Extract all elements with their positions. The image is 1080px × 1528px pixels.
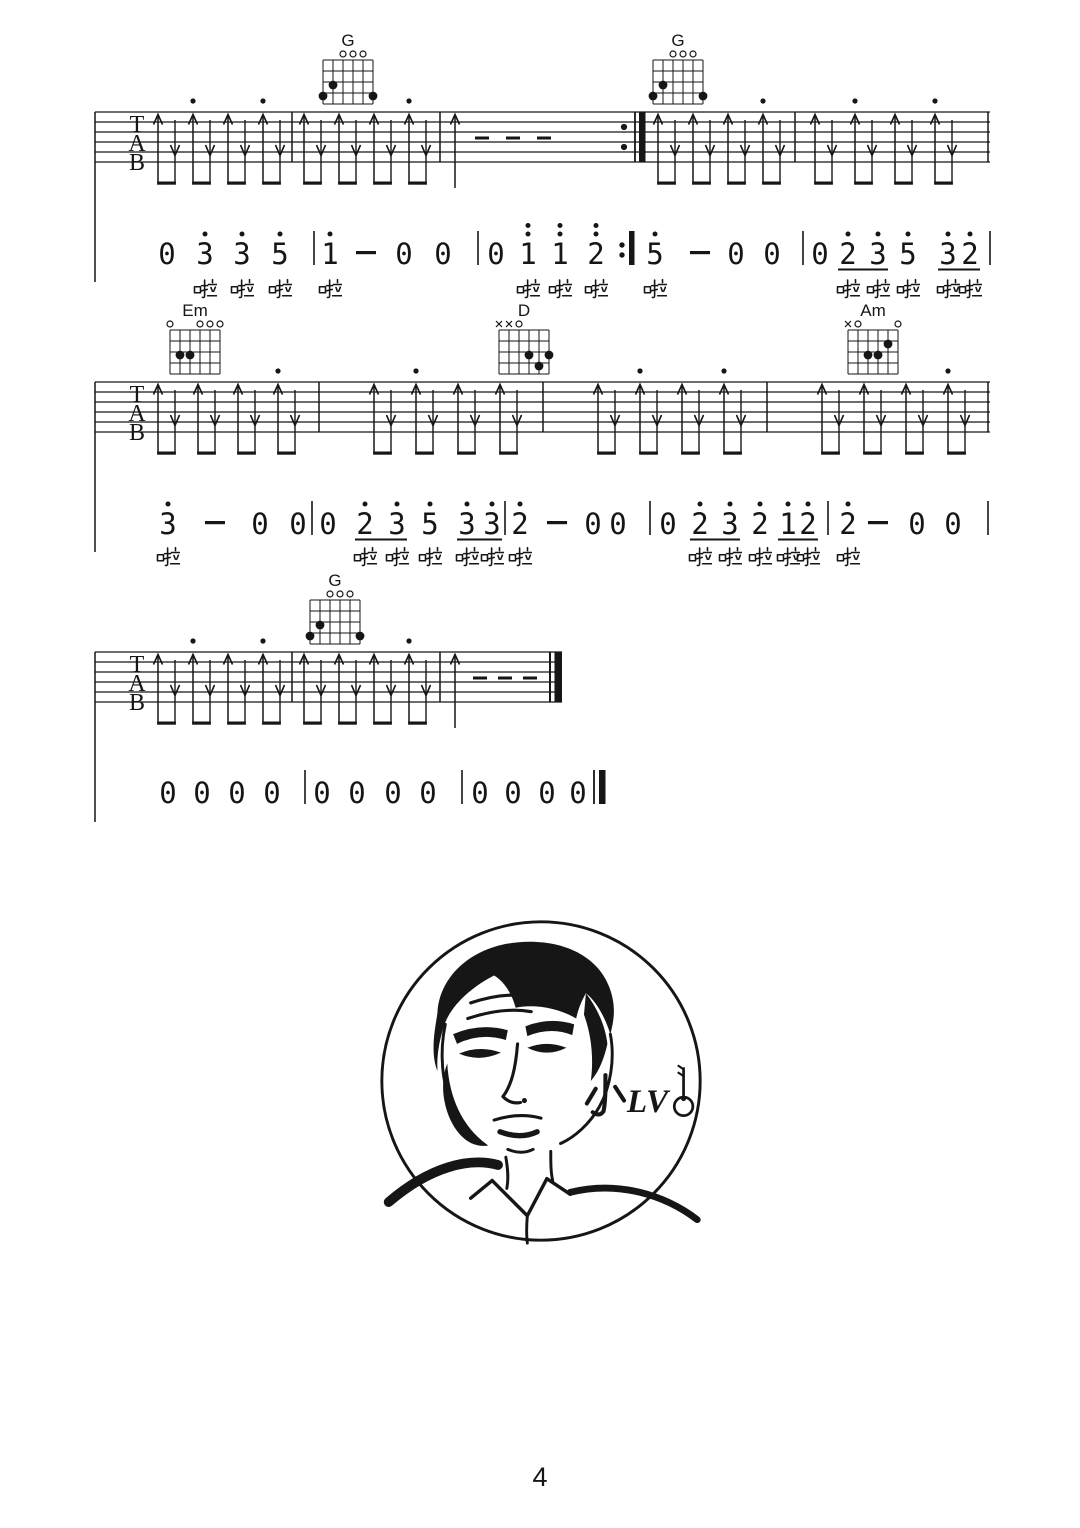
beat-dot — [190, 638, 195, 643]
lyric-la — [838, 548, 861, 566]
held-note-dash — [690, 251, 710, 254]
eighth-beam — [227, 722, 246, 725]
held-note-dash — [547, 521, 567, 524]
jianpu-note: 3 — [196, 237, 214, 271]
octave-dot — [395, 502, 400, 507]
octave-dot — [786, 502, 791, 507]
lyric-la — [898, 280, 921, 298]
octave-dot — [166, 502, 171, 507]
jianpu-note: 3 — [458, 507, 476, 541]
lyric-la — [457, 548, 480, 566]
jianpu-note: 1 — [519, 237, 537, 271]
chord-diagram-G — [319, 31, 378, 104]
beat-dot — [413, 368, 418, 373]
beat-dot — [945, 368, 950, 373]
fretted-dot — [649, 92, 658, 101]
beat-dot — [760, 98, 765, 103]
jianpu-note: 0 — [609, 507, 627, 541]
jianpu-note: 0 — [569, 776, 587, 810]
lyric-la — [550, 280, 573, 298]
jianpu-note: 0 — [471, 776, 489, 810]
fretted-dot — [545, 351, 554, 360]
octave-dot — [428, 502, 433, 507]
octave-dot — [328, 232, 333, 237]
octave-dot — [518, 502, 523, 507]
jianpu-note: 0 — [811, 237, 829, 271]
eighth-beam — [723, 452, 742, 455]
octave-dot — [558, 223, 563, 228]
beat-dot — [406, 638, 411, 643]
jianpu-line-1 — [158, 223, 990, 298]
fretted-dot — [699, 92, 708, 101]
fretted-dot — [316, 621, 325, 630]
octave-dot — [526, 223, 531, 228]
beat-dot — [406, 98, 411, 103]
eighth-beam — [338, 722, 357, 725]
jianpu-note: 2 — [839, 507, 857, 541]
eighth-beam — [814, 182, 833, 185]
open-string-marker — [340, 51, 346, 57]
fretted-dot — [659, 81, 668, 90]
octave-dot — [946, 232, 951, 237]
jianpu-note: 2 — [511, 507, 529, 541]
open-string-marker — [680, 51, 686, 57]
jianpu-note: 2 — [356, 507, 374, 541]
jianpu-note: 0 — [251, 507, 269, 541]
beat-dot — [721, 368, 726, 373]
jianpu-note: 3 — [233, 237, 251, 271]
jianpu-note: 5 — [646, 237, 664, 271]
jianpu-note: 0 — [727, 237, 745, 271]
open-string-marker — [347, 591, 353, 597]
chord-name: D — [517, 301, 531, 320]
rest-dash — [506, 137, 520, 140]
jianpu-note: 0 — [944, 507, 962, 541]
jianpu-note: 1 — [551, 237, 569, 271]
held-note-dash — [868, 521, 888, 524]
jianpu-note: 0 — [538, 776, 556, 810]
eighth-beam — [457, 452, 476, 455]
jianpu-note: 0 — [348, 776, 366, 810]
jianpu-note: 5 — [421, 507, 439, 541]
open-string-marker — [217, 321, 223, 327]
octave-dot — [363, 502, 368, 507]
octave-dot — [278, 232, 283, 237]
jianpu-note: 2 — [961, 237, 979, 271]
jianpu-note: 5 — [899, 237, 917, 271]
beat-dot — [190, 98, 195, 103]
lyric-la — [270, 280, 293, 298]
lyric-la — [798, 548, 821, 566]
chord-name: Em — [182, 301, 208, 320]
lyric-la — [195, 280, 218, 298]
jianpu-note: 0 — [419, 776, 437, 810]
lyric-la — [586, 280, 609, 298]
jianpu-note: 3 — [159, 507, 177, 541]
eighth-beam — [157, 182, 176, 185]
lyric-la — [838, 280, 861, 298]
fretted-dot — [369, 92, 378, 101]
eighth-beam — [373, 722, 392, 725]
open-string-marker — [360, 51, 366, 57]
octave-dot — [490, 502, 495, 507]
jianpu-note: 2 — [799, 507, 817, 541]
octave-dot — [806, 502, 811, 507]
fretted-dot — [306, 632, 315, 641]
logo-text-lv: LV — [626, 1083, 669, 1121]
rest-dash — [523, 677, 537, 680]
eighth-beam — [894, 182, 913, 185]
lyric-la — [750, 548, 773, 566]
eighth-beam — [947, 452, 966, 455]
lyric-la — [960, 280, 983, 298]
lyric-la — [387, 548, 410, 566]
jianpu-line-3 — [159, 770, 605, 810]
open-string-marker — [670, 51, 676, 57]
rest-dash — [475, 137, 489, 140]
lyric-la — [420, 548, 443, 566]
octave-dot — [728, 502, 733, 507]
lyric-la — [355, 548, 378, 566]
page-number: 4 — [532, 1462, 548, 1492]
chord-name: G — [328, 571, 342, 590]
open-string-marker — [207, 321, 213, 327]
eighth-beam — [934, 182, 953, 185]
fretted-dot — [329, 81, 338, 90]
jianpu-note: 0 — [504, 776, 522, 810]
eighth-beam — [415, 452, 434, 455]
open-string-marker — [337, 591, 343, 597]
final-barline — [555, 652, 563, 702]
jianpu-note: 2 — [751, 507, 769, 541]
octave-dot — [876, 232, 881, 237]
jianpu-note: 0 — [228, 776, 246, 810]
eighth-beam — [338, 182, 357, 185]
eighth-beam — [157, 452, 176, 455]
svg-text:A: A — [128, 401, 146, 427]
beat-dot — [260, 98, 265, 103]
lyric-la — [518, 280, 541, 298]
jianpu-note: 0 — [263, 776, 281, 810]
chord-diagram-D — [496, 301, 553, 374]
jianpu-note: 5 — [271, 237, 289, 271]
open-string-marker — [895, 321, 901, 327]
jianpu-note: 3 — [721, 507, 739, 541]
eighth-beam — [597, 452, 616, 455]
fretted-dot — [525, 351, 534, 360]
eighth-beam — [854, 182, 873, 185]
beat-dot — [275, 368, 280, 373]
fretted-dot — [186, 351, 195, 360]
svg-text:A: A — [128, 671, 146, 697]
eighth-beam — [373, 182, 392, 185]
eighth-beam — [192, 182, 211, 185]
jianpu-note: 3 — [869, 237, 887, 271]
octave-dot — [698, 502, 703, 507]
octave-dot — [968, 232, 973, 237]
octave-dot — [653, 232, 658, 237]
open-string-marker — [327, 591, 333, 597]
octave-dot — [758, 502, 763, 507]
lyric-la — [510, 548, 533, 566]
octave-dot — [594, 223, 599, 228]
eighth-beam — [262, 722, 281, 725]
eighth-beam — [499, 452, 518, 455]
open-string-marker — [167, 321, 173, 327]
tab-clef-letters — [128, 652, 146, 716]
open-string-marker — [690, 51, 696, 57]
eighth-beam — [408, 182, 427, 185]
lyric-la — [482, 548, 505, 566]
fretted-dot — [864, 351, 873, 360]
lyric-la — [232, 280, 255, 298]
tab-clef-letters — [128, 382, 146, 446]
octave-dot — [906, 232, 911, 237]
tab-clef-letters — [128, 112, 146, 176]
jianpu-note: 0 — [193, 776, 211, 810]
lyric-la — [320, 280, 343, 298]
jianpu-note: 0 — [319, 507, 337, 541]
octave-dot — [526, 232, 531, 237]
beat-dot — [637, 368, 642, 373]
eighth-beam — [863, 452, 882, 455]
octave-dot — [203, 232, 208, 237]
lyric-la — [868, 280, 891, 298]
eighth-beam — [303, 182, 322, 185]
lyric-la — [778, 548, 801, 566]
octave-dot — [594, 232, 599, 237]
eighth-beam — [692, 182, 711, 185]
eighth-beam — [905, 452, 924, 455]
lyric-la — [690, 548, 713, 566]
svg-text:T: T — [129, 382, 145, 408]
jianpu-note: 3 — [483, 507, 501, 541]
jianpu-note: 2 — [587, 237, 605, 271]
jianpu-note: 1 — [321, 237, 339, 271]
open-string-marker — [197, 321, 203, 327]
jianpu-note: 0 — [395, 237, 413, 271]
eighth-beam — [197, 452, 216, 455]
eighth-beam — [821, 452, 840, 455]
fretted-dot — [319, 92, 328, 101]
eighth-beam — [657, 182, 676, 185]
svg-text:T: T — [129, 112, 145, 138]
repeat-end-barline — [639, 112, 646, 162]
chord-name: G — [341, 31, 355, 50]
jianpu-note: 0 — [313, 776, 331, 810]
svg-text:T: T — [129, 652, 145, 678]
svg-text:B: B — [128, 690, 146, 716]
lyric-la — [645, 280, 668, 298]
octave-dot — [465, 502, 470, 507]
chord-diagram-G — [649, 31, 708, 104]
octave-dot — [846, 502, 851, 507]
jianpu-note: 3 — [939, 237, 957, 271]
held-note-dash — [356, 251, 376, 254]
jianpu-note: 0 — [289, 507, 307, 541]
final-bar — [599, 770, 606, 804]
chord-name: Am — [860, 301, 886, 320]
eighth-beam — [681, 452, 700, 455]
eighth-beam — [157, 722, 176, 725]
eighth-beam — [192, 722, 211, 725]
fretted-dot — [884, 340, 893, 349]
jianpu-line-2 — [158, 501, 989, 566]
jianpu-note: 2 — [839, 237, 857, 271]
eighth-beam — [303, 722, 322, 725]
lyric-la — [938, 280, 961, 298]
svg-text:A: A — [128, 131, 146, 157]
jianpu-note: 0 — [487, 237, 505, 271]
jianpu-note: 0 — [763, 237, 781, 271]
held-note-dash — [205, 521, 225, 524]
jianpu-note: 0 — [659, 507, 677, 541]
eighth-beam — [727, 182, 746, 185]
open-string-marker — [350, 51, 356, 57]
jianpu-note: 0 — [908, 507, 926, 541]
open-string-marker — [855, 321, 861, 327]
eighth-beam — [237, 452, 256, 455]
fretted-dot — [356, 632, 365, 641]
jianpu-note: 0 — [384, 776, 402, 810]
beat-dot — [260, 638, 265, 643]
rest-dash — [473, 677, 487, 680]
jianpu-note: 0 — [584, 507, 602, 541]
octave-dot — [846, 232, 851, 237]
rest-dash — [498, 677, 512, 680]
octave-dot — [558, 232, 563, 237]
lyric-la — [158, 548, 181, 566]
eighth-beam — [227, 182, 246, 185]
eighth-beam — [639, 452, 658, 455]
eighth-beam — [262, 182, 281, 185]
open-string-marker — [516, 321, 522, 327]
svg-text:B: B — [128, 150, 146, 176]
eighth-beam — [373, 452, 392, 455]
eighth-beam — [408, 722, 427, 725]
eighth-beam — [762, 182, 781, 185]
beat-dot — [932, 98, 937, 103]
rest-dash — [537, 137, 551, 140]
svg-text:B: B — [128, 420, 146, 446]
jianpu-note: 0 — [159, 776, 177, 810]
jianpu-note: 0 — [158, 237, 176, 271]
fretted-dot — [535, 362, 544, 371]
jianpu-note: 1 — [779, 507, 797, 541]
repeat-end-bar — [629, 231, 635, 265]
jianpu-note: 2 — [691, 507, 709, 541]
jianpu-note: 0 — [434, 237, 452, 271]
beat-dot — [852, 98, 857, 103]
chord-diagram-Am — [845, 301, 901, 374]
eighth-beam — [277, 452, 296, 455]
octave-dot — [240, 232, 245, 237]
chord-name: G — [671, 31, 685, 50]
artist-logo — [375, 915, 707, 1247]
jianpu-note: 3 — [388, 507, 406, 541]
fretted-dot — [176, 351, 185, 360]
fretted-dot — [874, 351, 883, 360]
chord-diagram-Em — [167, 301, 223, 374]
chord-diagram-G — [306, 571, 365, 644]
lyric-la — [720, 548, 743, 566]
